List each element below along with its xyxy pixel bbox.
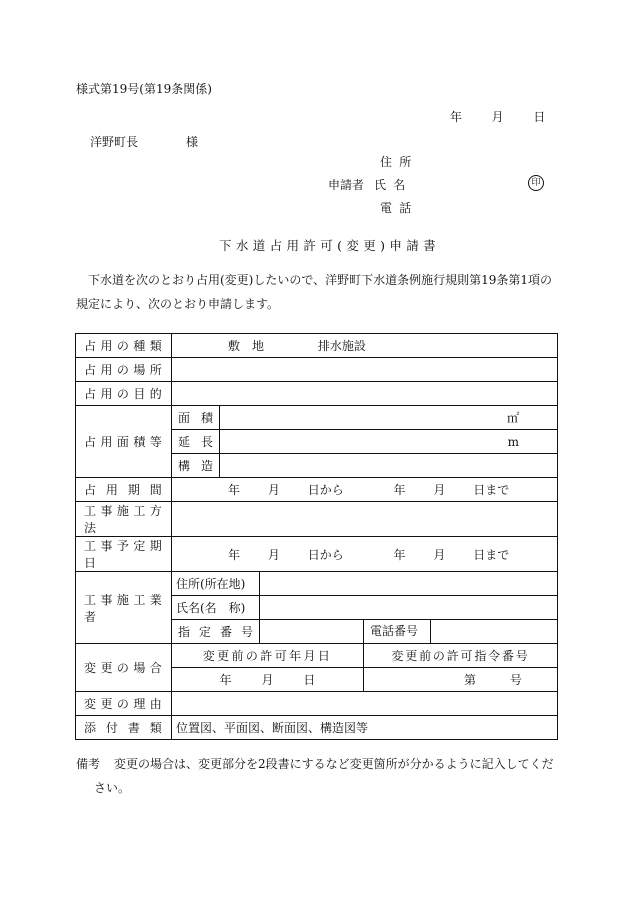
area-field[interactable] (220, 406, 558, 430)
contractor-number-field[interactable] (260, 620, 364, 644)
structure-field[interactable] (220, 454, 558, 478)
table-row (76, 644, 558, 668)
change-day: 日 (303, 673, 316, 687)
table-row (76, 716, 558, 740)
table-row (76, 406, 558, 430)
period-to-year: 年 (393, 483, 406, 497)
date-day: 日 (533, 110, 546, 124)
seal-mark: 印 (528, 175, 544, 191)
remarks (76, 752, 556, 800)
area-sub-label: 面積 (172, 406, 220, 430)
purpose-label: 占用の目的 (76, 382, 172, 406)
area-unit: ㎡ (507, 411, 520, 425)
attachments-label: 添付書類 (76, 716, 172, 740)
change-date-field[interactable] (172, 668, 364, 692)
schedule-from-suffix: 日から (307, 547, 344, 562)
type-option-site[interactable]: 敷 地 (228, 339, 265, 353)
schedule-to-month: 月 (433, 547, 446, 562)
date-year: 年 (450, 110, 463, 124)
reason-label: 変更の理由 (76, 692, 172, 716)
contractor-number-label: 指定番号 (172, 620, 260, 644)
applicant-name-row (328, 176, 412, 193)
schedule-to-suffix: 日まで (473, 547, 510, 562)
change-number-header: 変更前の許可指令番号 (364, 644, 558, 668)
period-from-year: 年 (228, 483, 241, 497)
change-number-suffix: 号 (509, 673, 522, 687)
change-month: 月 (261, 673, 274, 687)
method-field[interactable] (172, 502, 558, 537)
length-unit: m (507, 434, 520, 449)
change-date-header: 変更前の許可年月日 (172, 644, 364, 668)
purpose-field[interactable] (172, 382, 558, 406)
date-month: 月 (491, 110, 504, 124)
attachments-value: 位置図、平面図、断面図、構造図等 (172, 716, 558, 740)
document-title: 下水道占用許可(変更)申請書 (219, 238, 441, 253)
schedule-from-month: 月 (267, 547, 280, 562)
form-number: 様式第19号(第19条関係) (76, 82, 212, 96)
structure-sub-label: 構造 (172, 454, 220, 478)
table-row (76, 478, 558, 502)
type-label: 占用の種類 (76, 334, 172, 358)
table-row (76, 502, 558, 537)
table-row (76, 537, 558, 572)
schedule-to-year: 年 (393, 547, 406, 562)
remarks-head: 備考 (76, 757, 101, 771)
contractor-tel-label: 電話番号 (364, 620, 431, 643)
table-row (76, 382, 558, 406)
contractor-address-label: 住所(所在地) (172, 572, 260, 596)
change-label: 変更の場合 (76, 644, 172, 692)
place-field[interactable] (172, 358, 558, 382)
applicant-tel-label: 電話 (380, 201, 419, 215)
remarks-line2: さい。 (94, 781, 131, 795)
applicant-name-label: 氏名 (374, 178, 413, 192)
intro-paragraph: 下水道を次のとおり占用(変更)したいので、洋野町下水道条例施行規則第19条第1項の規定により、次のとおり申請します。 (76, 273, 553, 311)
type-option-drain[interactable]: 排水施設 (317, 339, 366, 353)
reason-field[interactable] (172, 692, 558, 716)
table-row (76, 334, 558, 358)
period-from-suffix: 日から (307, 483, 344, 497)
schedule-field[interactable] (172, 537, 558, 572)
type-value[interactable] (172, 334, 558, 358)
change-number-prefix: 第 (464, 673, 477, 687)
addressee-name: 洋野町長 (90, 135, 139, 149)
contractor-name-field[interactable] (260, 596, 558, 620)
contractor-name-label: 氏名(名 称) (172, 596, 260, 620)
length-sub-label: 延長 (172, 430, 220, 454)
application-table (75, 333, 558, 740)
table-row (76, 358, 558, 382)
table-row (76, 692, 558, 716)
method-label: 工事施工方法 (76, 502, 172, 537)
honorific: 様 (186, 135, 199, 149)
change-number-field[interactable] (364, 668, 558, 692)
area-label: 占用面積等 (76, 406, 172, 478)
period-label: 占用期間 (76, 478, 172, 502)
applicant-address-label: 住所 (380, 155, 419, 169)
period-from-month: 月 (267, 483, 280, 497)
contractor-tel-cell (364, 620, 558, 644)
schedule-from-year: 年 (228, 547, 241, 562)
length-field[interactable] (220, 430, 558, 454)
remarks-line1: 変更の場合は、変更部分を2段書にするなど変更箇所が分かるように記入してくだ (114, 757, 554, 771)
addressee (90, 133, 198, 150)
table-row (76, 572, 558, 596)
contractor-address-field[interactable] (260, 572, 558, 596)
contractor-label: 工事施工業者 (76, 572, 172, 644)
place-label: 占用の場所 (76, 358, 172, 382)
period-to-suffix: 日まで (473, 483, 510, 497)
change-year: 年 (219, 673, 232, 687)
submission-date (450, 108, 545, 125)
applicant-role: 申請者 (328, 178, 365, 192)
schedule-label: 工事予定期日 (76, 537, 172, 572)
period-to-month: 月 (433, 483, 446, 497)
period-field[interactable] (172, 478, 558, 502)
